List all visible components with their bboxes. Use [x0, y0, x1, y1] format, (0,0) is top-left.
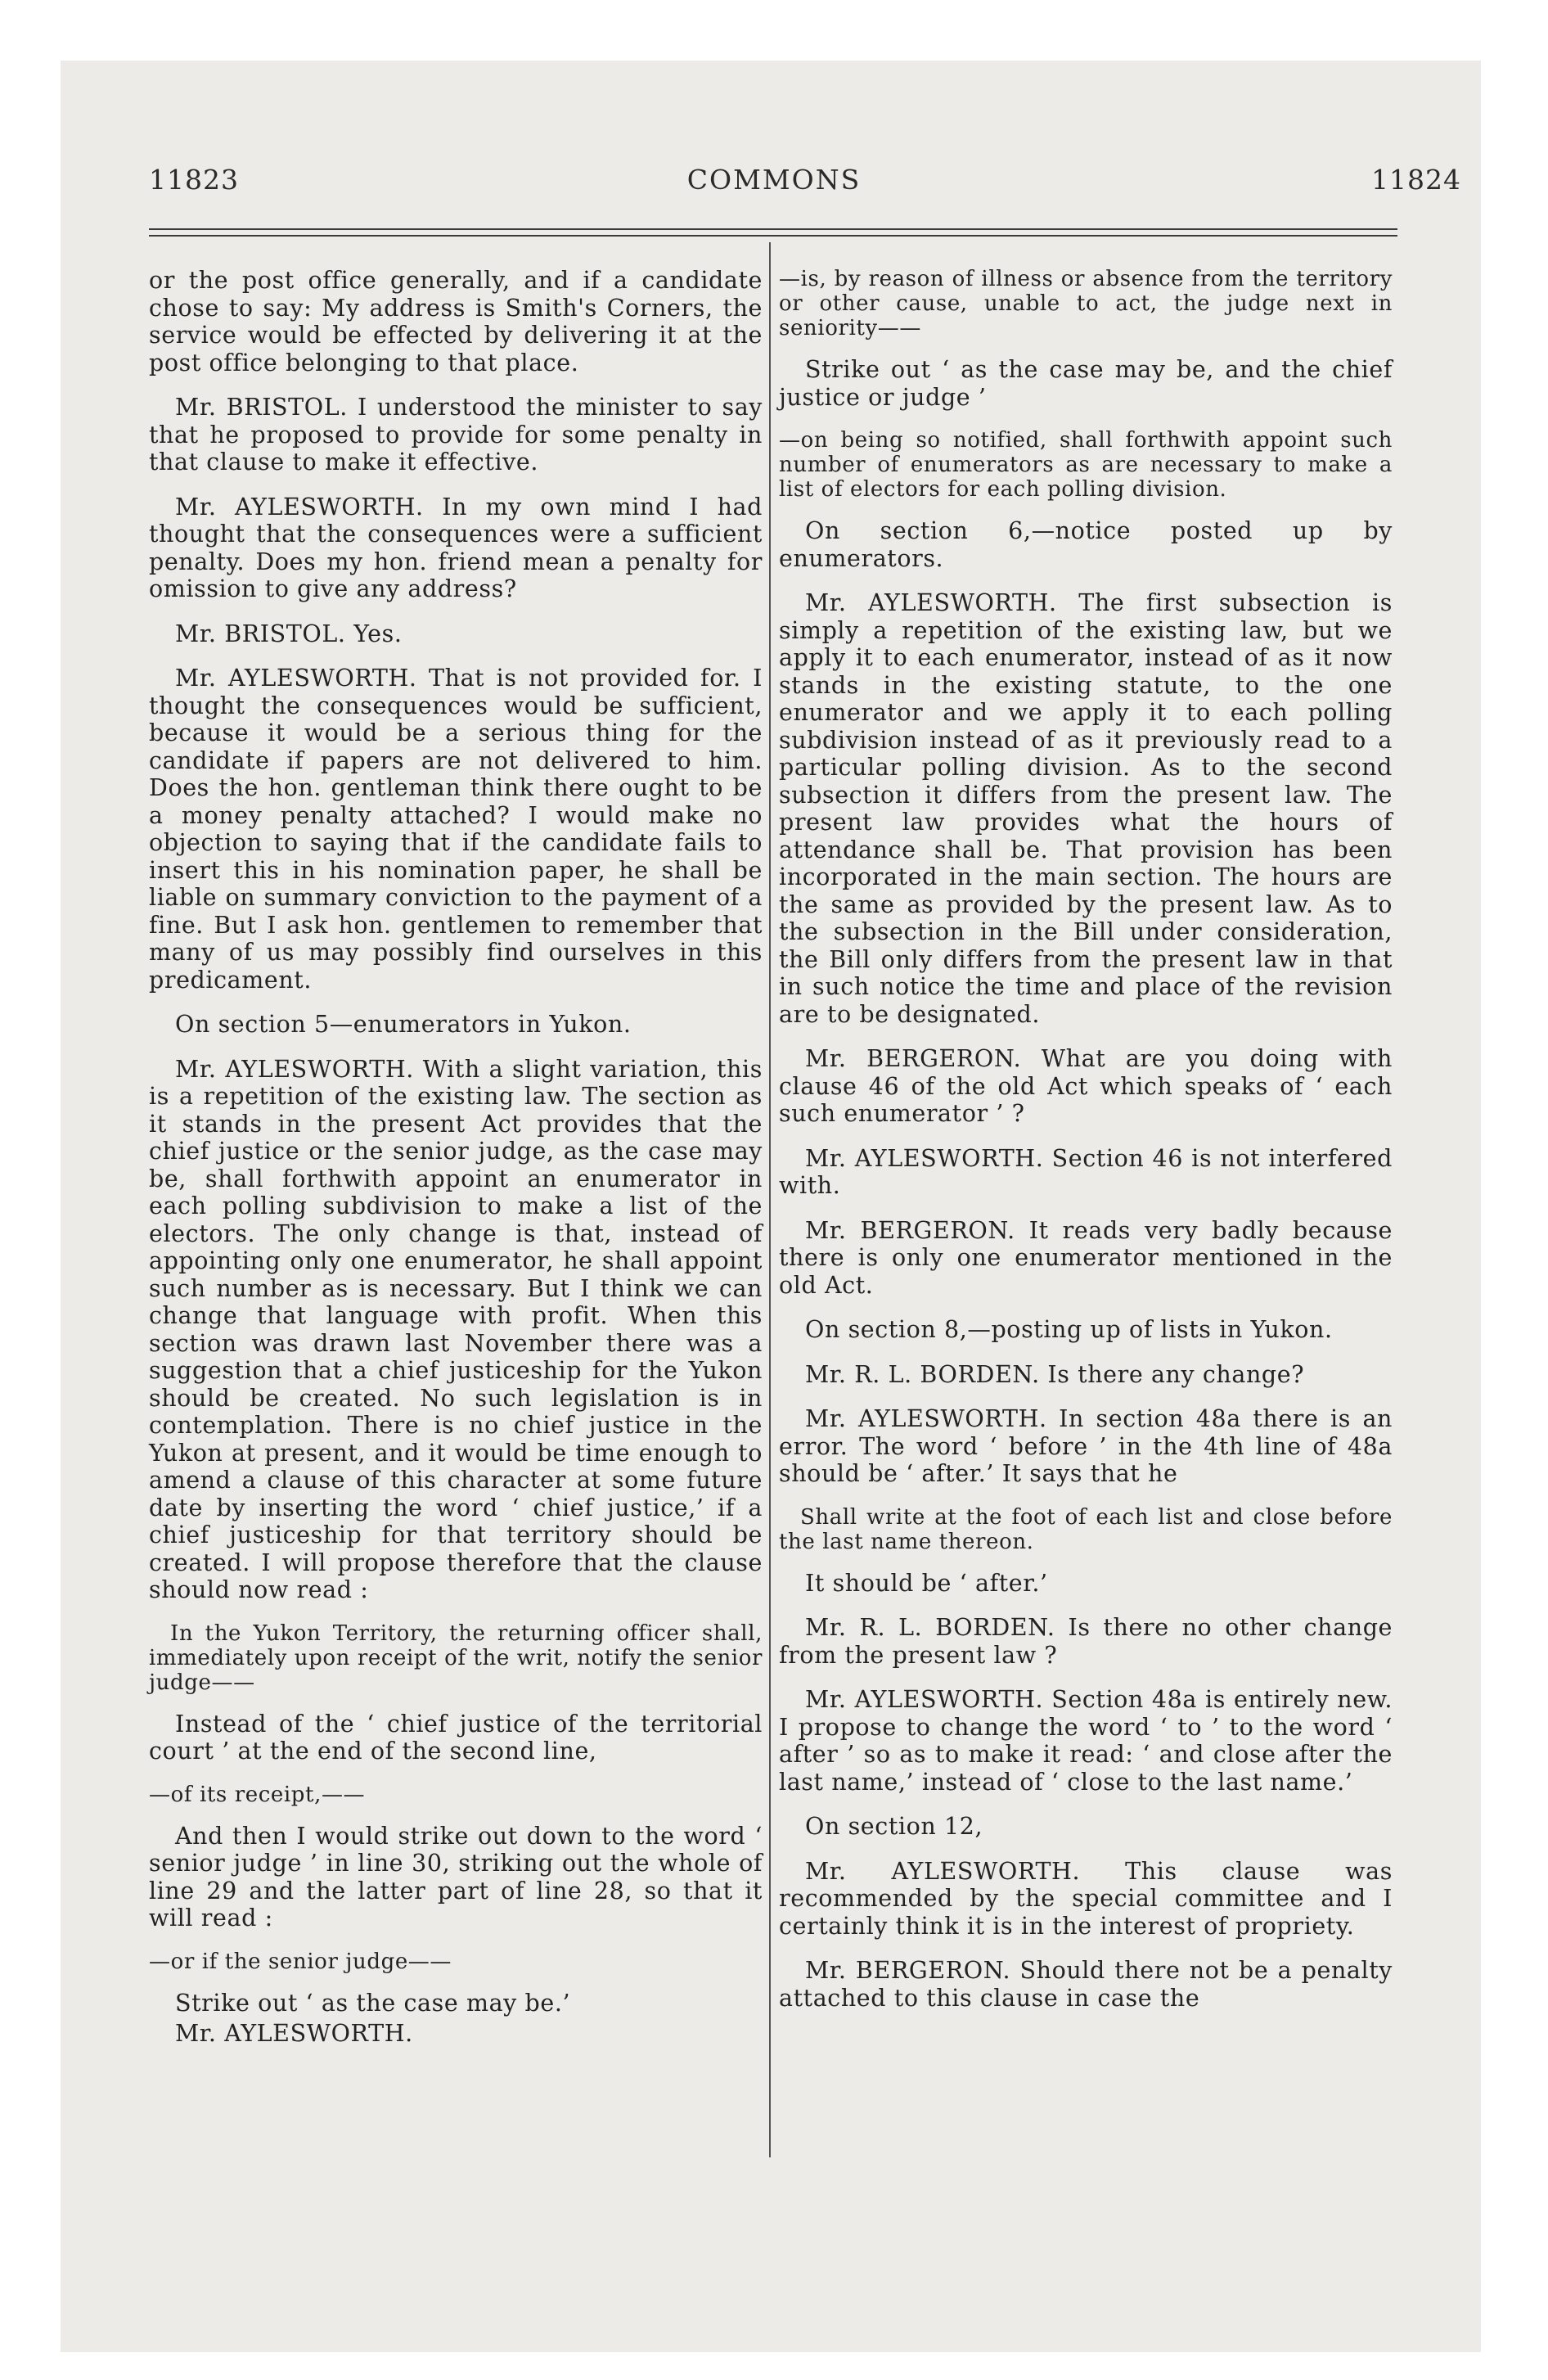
- paragraph: Mr. BERGERON. Should there not be a penalty attached to this clause in case the: [779, 1957, 1393, 2012]
- paragraph: Mr. AYLESWORTH.: [175, 2020, 413, 2047]
- section-heading: On section 5—enumerators in Yukon.: [175, 1011, 632, 1038]
- quoted-clause: —or if the senior judge——: [149, 1949, 452, 1974]
- paragraph: Mr. AYLESWORTH. The first subsection is simply a repetition of the existing law, but we apply it to each enumerator, instead of as it now stands in the existing statute, to the one enumerator and we apply it to each polling subdivision instead of as it previously read to a particular polling division. As to the second subsection it differs from the present law. The present law provides what the hours of attendance shall be. That provision has been incorporated in the main section. The hours are the same as provided by the present law. As to the subsection in the Bill under consideration, the Bill only differs from the present law in that in such notice the time and place of the revision are to be designated.: [779, 589, 1393, 1028]
- left-column: [149, 267, 763, 2065]
- paragraph: Mr. AYLESWORTH. With a slight variation, this is a repetition of the existing law. The section as it stands in the present Act provides that the chief justice or the senior judge, as the case may be, shall forthwith appoint an enumerator in each polling subdivision to make a list of the electors. The only change is that, instead of appointing only one enumerator, he shall appoint such number as is necessary. But I think we can change that language with profit. When this section was drawn last November there was a suggestion that a chief justiceship for the Yukon should be created. No such legislation is in contemplation. There is no chief justice in the Yukon at present, and it would be time enough to amend a clause of this character at some future date by inserting the word ‘ chief justice,’ if a chief justiceship for that territory should be created. I will propose therefore that the clause should now read :: [149, 1055, 763, 1603]
- paragraph: Mr. AYLESWORTH. In section 48a there is an error. The word ‘ before ’ in the 4th line of 48a should be ‘ after.’ It says that he: [779, 1405, 1393, 1487]
- column-divider: [769, 242, 771, 2157]
- paragraph: Mr. AYLESWORTH. Section 48a is entirely new. I propose to change the word ‘ to ’ to the word ‘ after ’ so as to make it read: ‘ and close after the last name,’ instead of ‘ close to the last name.’: [779, 1686, 1393, 1796]
- paragraph: or the post office generally, and if a candidate chose to say: My address is Smith's Corners, the service would be effected by delivering it at the post office belonging to that place.: [149, 267, 763, 376]
- page-title: COMMONS: [686, 164, 862, 196]
- right-column: [779, 267, 1393, 2029]
- paragraph: Strike out ‘ as the case may be, and the chief justice or judge ’: [779, 356, 1393, 411]
- page-number-left: 11823: [149, 164, 239, 196]
- paragraph: Instead of the ‘ chief justice of the territorial court ’ at the end of the second line,: [149, 1710, 763, 1765]
- paragraph: It should be ‘ after.’: [805, 1569, 1048, 1597]
- quoted-clause: —on being so notified, shall forthwith appoint such number of enumerators as are necessary to make a list of electors for each polling division.: [779, 428, 1393, 502]
- paragraph: Mr. AYLESWORTH. This clause was recommended by the special committee and I certainly think it is in the interest of propriety.: [779, 1857, 1393, 1940]
- paragraph: Mr. R. L. BORDEN. Is there any change?: [805, 1360, 1305, 1388]
- paragraph: Mr. BRISTOL. I understood the minister to say that he proposed to provide for some penalty in that clause to make it effective.: [149, 394, 763, 476]
- section-heading: On section 8,—posting up of lists in Yukon.: [805, 1316, 1333, 1343]
- paragraph: Mr. R. L. BORDEN. Is there no other change from the present law ?: [779, 1614, 1393, 1669]
- quoted-clause: Shall write at the foot of each list and close before the last name thereon.: [779, 1504, 1393, 1554]
- page-number-right: 11824: [1371, 164, 1461, 196]
- paragraph: Strike out ‘ as the case may be.’: [175, 1989, 571, 2017]
- quoted-clause: In the Yukon Territory, the returning officer shall, immediately upon receipt of the writ, notify the senior judge——: [149, 1620, 763, 1695]
- paragraph: And then I would strike out down to the word ‘ senior judge ’ in line 30, striking out the whole of line 29 and the latter part of line 28, so that it will read :: [149, 1822, 763, 1931]
- paragraph: Mr. BERGERON. What are you doing with clause 46 of the old Act which speaks of ‘ each such enumerator ’ ?: [779, 1045, 1393, 1127]
- quoted-clause: —is, by reason of illness or absence from the territory or other cause, unable to act, the judge next in seniority——: [779, 267, 1393, 340]
- section-heading: On section 12,: [805, 1813, 983, 1840]
- section-heading: On section 6,—notice posted up by enumerators.: [779, 517, 1393, 572]
- paragraph: Mr. AYLESWORTH. That is not provided for. I thought the consequences would be sufficient, because it would be a serious thing for the candidate if papers are not delivered to him. Does the hon. gentleman think there ought to be a money penalty attached? I would make no objection to saying that if the candidate fails to insert this in his nomination paper, he shall be liable on summary conviction to the payment of a fine. But I ask hon. gentlemen to remember that many of us may possibly find ourselves in this predicament.: [149, 665, 763, 994]
- paragraph: Mr. BRISTOL. Yes.: [175, 620, 403, 647]
- paragraph: Mr. AYLESWORTH. In my own mind I had thought that the consequences were a sufficient penalty. Does my hon. friend mean a penalty for omission to give any address?: [149, 493, 763, 602]
- paragraph: Mr. AYLESWORTH. Section 46 is not interfered with.: [779, 1144, 1393, 1199]
- header-rule-top: [149, 228, 1397, 230]
- header-rule-bottom: [149, 235, 1397, 237]
- paragraph: Mr. BERGERON. It reads very badly because there is only one enumerator mentioned in the old Act.: [779, 1216, 1393, 1299]
- quoted-clause: —of its receipt,——: [149, 1782, 366, 1807]
